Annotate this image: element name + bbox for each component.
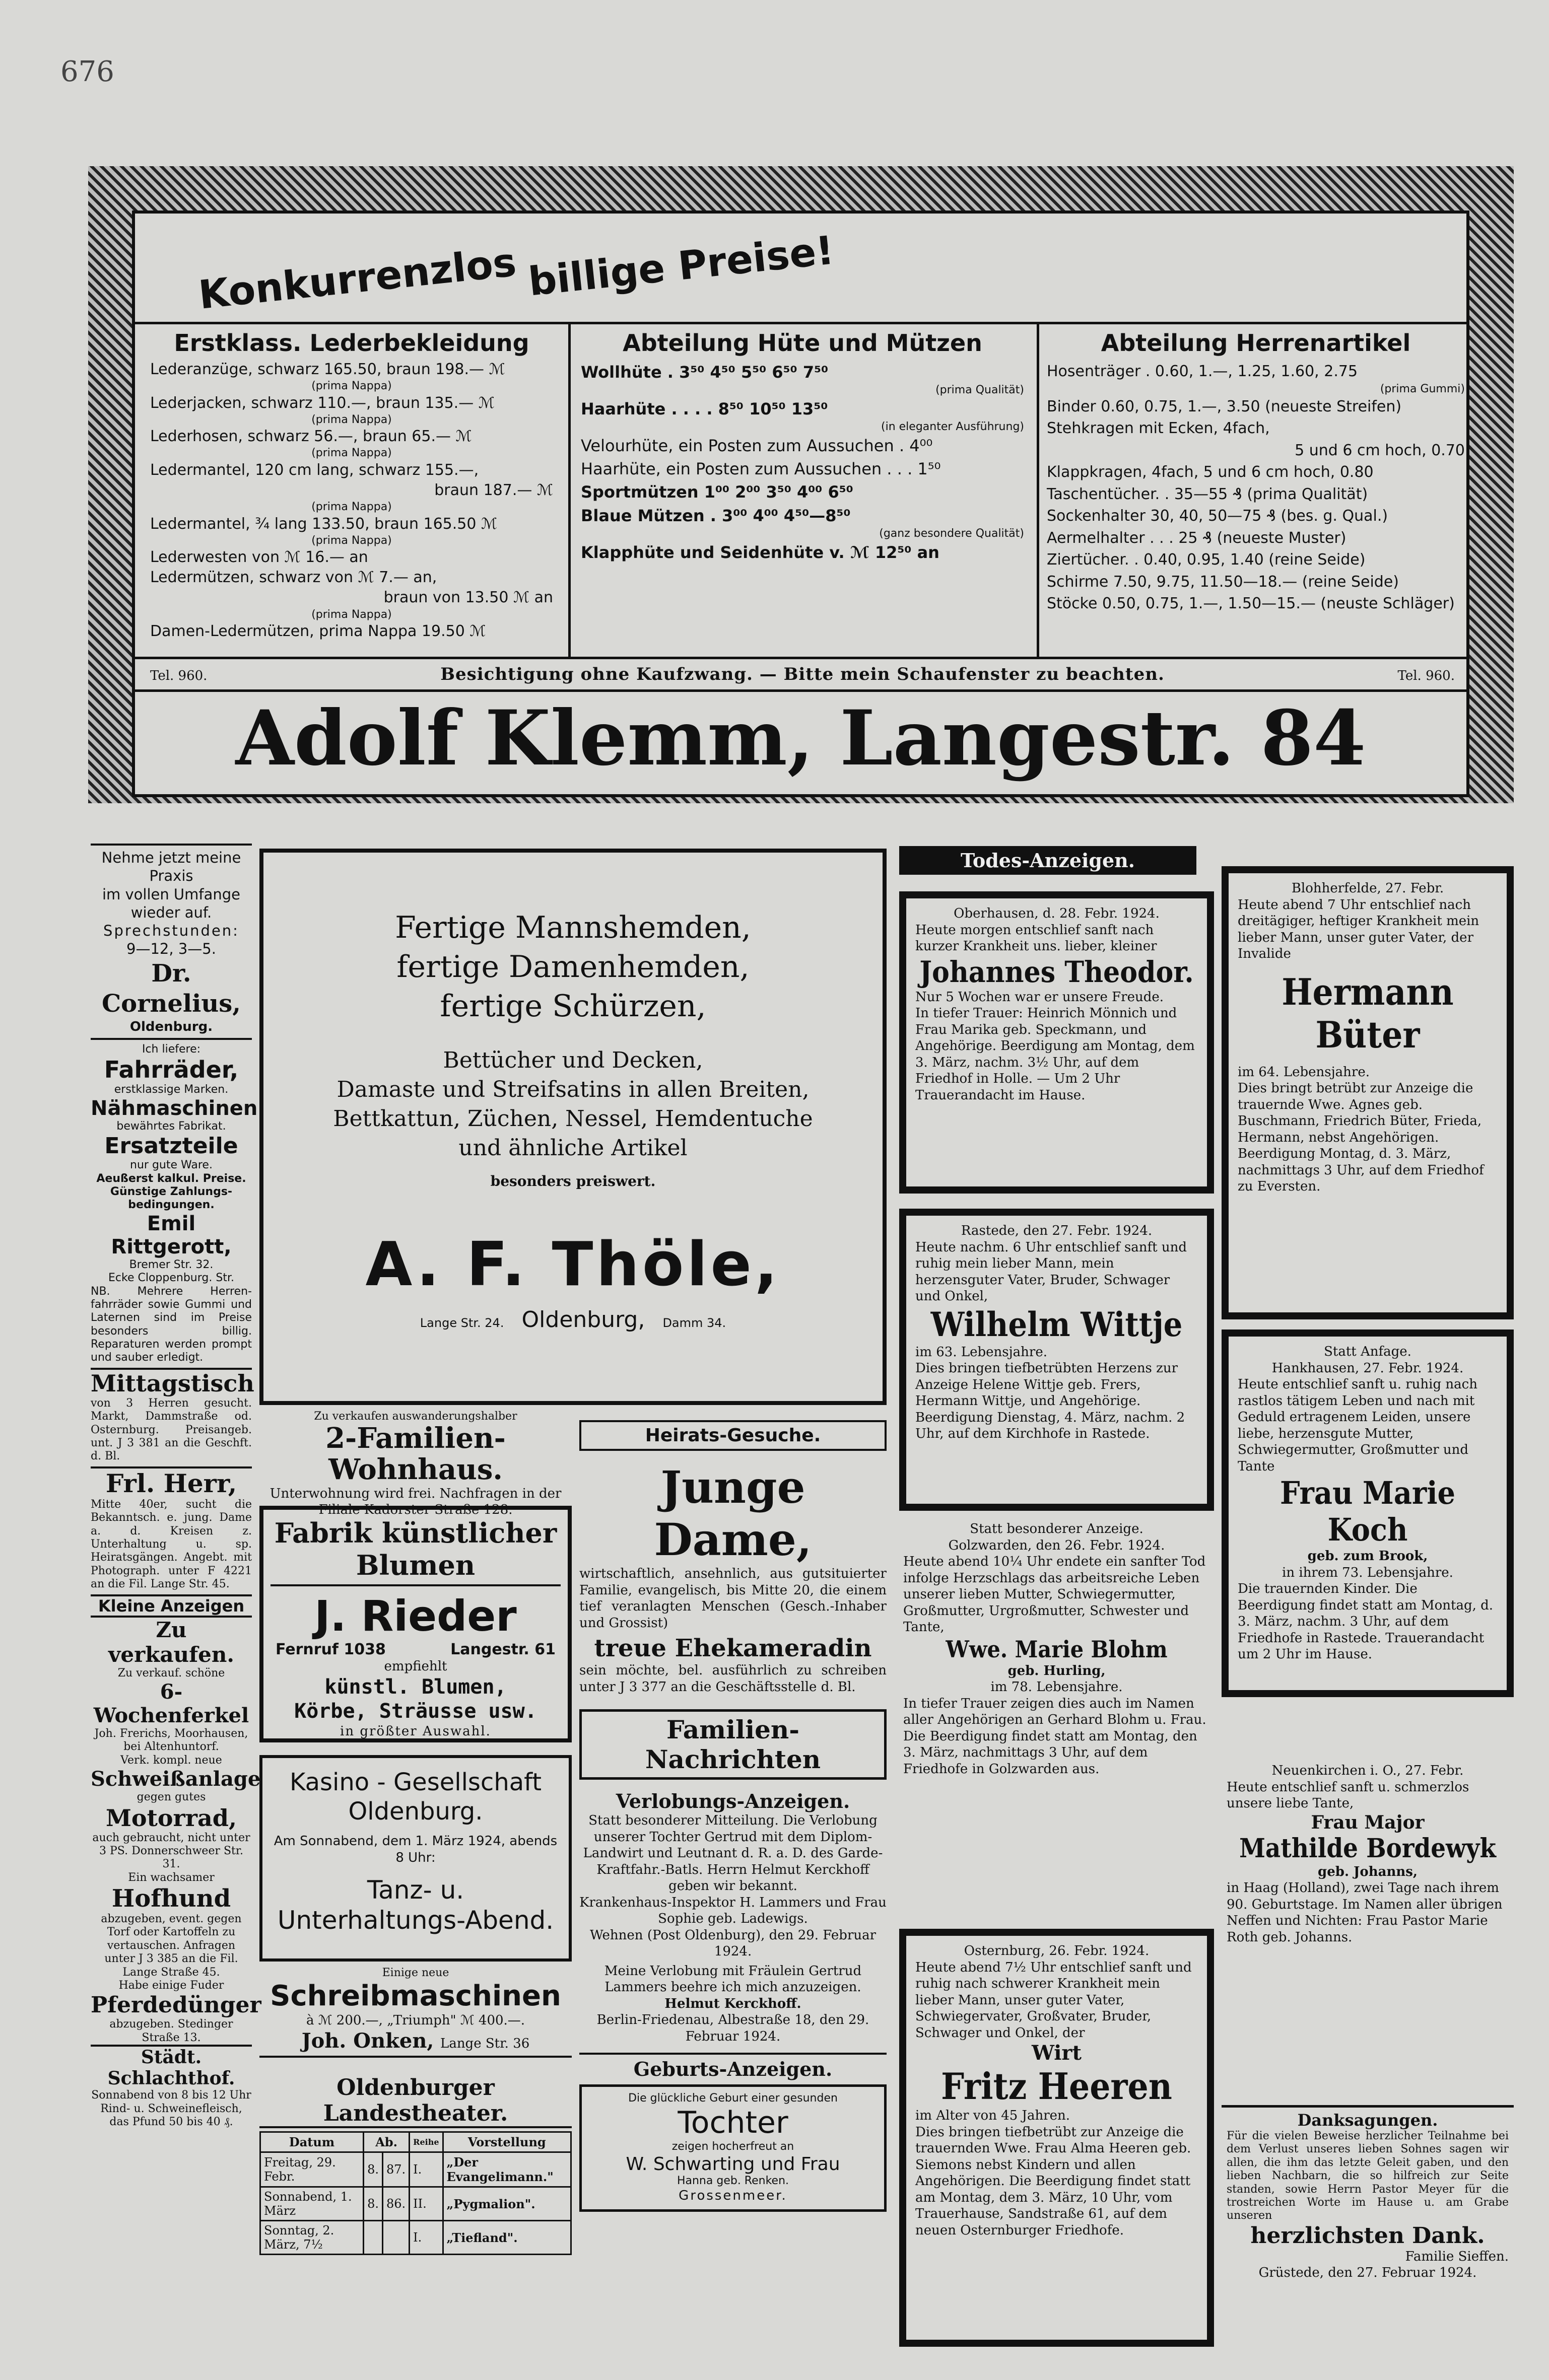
line: in größter Auswahl. <box>340 1723 491 1739</box>
line: Oldenburg, <box>521 1307 645 1333</box>
small-ads <box>91 1617 261 2129</box>
line: Städt. Schlachthof. <box>91 2045 252 2089</box>
line: Stöcke 0.50, 0.75, 1.—, 1.50—15.— (neuste Schläger) <box>1047 595 1455 613</box>
line: im 78. Lebensjahre. <box>990 1679 1123 1695</box>
parents-place: Wehnen (Post Oldenburg), den 29. Februar 1924. <box>589 1927 877 1959</box>
line: Rastede, den 27. Febr. 1924. <box>961 1223 1153 1238</box>
line: Haarhüte . . . . 8⁵⁰ 10⁵⁰ 13⁵⁰ <box>581 399 828 418</box>
line: Klappkragen, 4fach, 5 und 6 cm hoch, 0.80 <box>1047 463 1374 481</box>
line: Tochter <box>678 2105 788 2141</box>
heirat-title2: treue Ehekameradin <box>594 1634 872 1662</box>
dank-big: herzlichsten Dank. <box>1250 2222 1485 2249</box>
rieder-title: Fabrik künstlicher Blumen <box>271 1517 561 1586</box>
cell: II. <box>410 2187 443 2221</box>
line: Joh. Frerichs, Moorhausen, bei Altenhuntorf. <box>94 1727 248 1754</box>
kasino-event: Tanz- u. Unterhaltungs-Abend. <box>277 1875 554 1935</box>
cornelius-ad <box>91 849 252 1035</box>
line: Hosenträger . 0.60, 1.—, 1.25, 1.60, 2.75 <box>1047 363 1358 380</box>
death-notice-bueter <box>1222 866 1514 1319</box>
line: Zu verkaufen. <box>108 1617 235 1667</box>
line: im vollen Umfange <box>102 885 241 903</box>
line: Heute entschlief sanft u. schmerzlos unsere liebe Tante, <box>1227 1779 1469 1811</box>
line: Heute morgen entschlief sanft nach kurzer Krankheit uns. lieber, kleiner <box>915 922 1157 954</box>
death-notice-heeren <box>899 1929 1214 2347</box>
line: Ich liefere: <box>142 1043 201 1056</box>
verlobung-text: Statt besonderer Mitteilung. Die Verlobung unserer Tochter Gertrud mit dem Diplom-Landwirt und Leutnant d. R. a. D. des Garde-Kraftfahr.-Batls. Herrn Helmut Kerckhoff geben wir bekannt. <box>583 1813 883 1894</box>
line: Velourhüte, ein Posten zum Aussuchen . 4⁰⁰ <box>581 436 933 455</box>
line: Heute nachm. 6 Uhr entschlief sanft und ruhig mein lieber Mann, mein herzensguter Vater, Bruder, Schwager und Onkel, <box>915 1239 1187 1304</box>
theater-schedule <box>259 2075 572 2255</box>
line: im 63. Lebensjahre. <box>915 1344 1048 1360</box>
line: braun 187.— ℳ <box>434 481 553 499</box>
line: in ihrem 73. Lebensjahre. <box>1282 1565 1453 1580</box>
line: 6-Wochenferkel <box>93 1679 249 1727</box>
familie-title: Familien-Nachrichten <box>579 1709 887 1780</box>
left-column <box>91 844 261 2129</box>
table-row <box>260 2221 571 2255</box>
line: W. Schwarting und Frau <box>626 2153 840 2175</box>
line: Einige neue <box>382 1967 449 1979</box>
line: Nur 5 Wochen war er unsere Freude. <box>915 989 1164 1005</box>
line: Bettkattun, Züchen, Nessel, Hemdentuche <box>333 1106 813 1132</box>
line: Unterwohnung wird frei. Nachfragen in der Filiale Kadorster Straße 128. <box>270 1486 562 1518</box>
death-notice-koch <box>1222 1329 1514 1697</box>
cell: „Tiefland". <box>443 2221 571 2255</box>
line: Frau Major <box>1311 1811 1425 1833</box>
line: Günstige Zahlungs- <box>110 1185 233 1198</box>
rittgerott-ad <box>91 1038 258 1365</box>
line: Heute entschlief sanft u. ruhig nach rastlos tätigem Leben und nach mit Geduld ertragenem Leiden, unsere liebe, herzensgute Mutter, Schwiegermutter, Großmutter und Tante <box>1238 1377 1477 1474</box>
line: Oberhausen, d. 28. Febr. 1924. <box>954 906 1160 921</box>
klemm-ad <box>132 211 1469 797</box>
theater-table <box>259 2131 572 2255</box>
line: bewährtes Fabrikat. <box>116 1119 226 1133</box>
line: Blaue Mützen . 3⁰⁰ 4⁰⁰ 4⁵⁰—8⁵⁰ <box>581 506 851 525</box>
line: braun von 13.50 ℳ an <box>383 589 553 607</box>
line: (prima Nappa) <box>311 534 392 547</box>
line: (prima Qualität) <box>935 384 1024 397</box>
death-notice-bordewyk <box>1222 1763 1514 1945</box>
klemm-column-hats <box>581 329 1024 564</box>
cell: 87. <box>382 2152 409 2187</box>
cell <box>364 2221 383 2255</box>
onken-ad <box>259 1967 572 2058</box>
line: à ℳ 200.—, „Triumph" ℳ 400.—. <box>306 2013 525 2028</box>
table-header <box>260 2132 571 2152</box>
line: erstklassige Marken. <box>114 1083 229 1096</box>
line: Lederwesten von ℳ 16.— an <box>150 548 368 567</box>
line: von 3 Herren gesucht. Markt, Dammstraße od. Osternburg. Preisangeb. unt. J 3 381 an die Geschft. d. Bl. <box>91 1396 252 1463</box>
line: (prima Nappa) <box>311 380 392 393</box>
line: Dies bringen tiefbetrübten Herzens zur Anzeige Helene Wittje geb. Frers, Hermann Wittje, und Angehörige. Beerdigung Dienstag, 4. März, nachm. 2 Uhr, auf dem Kirchhofe in Rastede. <box>915 1361 1185 1441</box>
line: Hankhausen, 27. Febr. 1924. <box>1271 1360 1464 1376</box>
mittagstisch-ad <box>91 1368 252 1463</box>
line: nur gute Ware. <box>130 1159 213 1172</box>
line: Die glückliche Geburt einer gesunden <box>628 2092 838 2105</box>
line: 5 und 6 cm hoch, 0.70 <box>1295 441 1465 459</box>
deceased-name: Hermann Büter <box>1282 970 1454 1056</box>
line: im Alter von 45 Jahren. <box>915 2108 1070 2123</box>
thoele-ad <box>259 849 887 1405</box>
line: Habe einige Fuder <box>118 1979 224 1992</box>
line: 2-Familien-Wohnhaus. <box>325 1422 506 1486</box>
line: Mittagstisch <box>91 1369 254 1397</box>
line: Aeußerst kalkul. Preise. <box>96 1172 246 1185</box>
phone: Fernruf 1038 <box>276 1641 386 1658</box>
parents: Krankenhaus-Inspektor H. Lammers und Frau Sophie geb. Ladewigs. <box>579 1895 887 1926</box>
line: (prima Nappa) <box>311 501 392 514</box>
line: Lange Str. 24. <box>420 1316 504 1331</box>
line: Binder 0.60, 0.75, 1.—, 3.50 (neueste Streifen) <box>1047 397 1402 415</box>
tel-left: Tel. 960. <box>150 668 208 683</box>
line: Aermelhalter . . . 25 ₰ (neueste Muster) <box>1047 529 1346 547</box>
klemm-column-leather <box>150 329 553 642</box>
divider <box>135 322 1466 324</box>
line: Sockenhalter 30, 40, 50—75 ₰ (bes. g. Qual.) <box>1047 507 1388 525</box>
line: Nähmaschinen <box>91 1096 258 1120</box>
geburt-title: Geburts-Anzeigen. <box>579 2053 887 2080</box>
divider <box>568 322 571 657</box>
divider <box>135 657 1466 659</box>
column-lines <box>581 361 1024 564</box>
column-title: Erstklass. Lederbekleidung <box>174 329 529 357</box>
dank-text: Für die vielen Beweise herzlicher Teilnahme bei dem Verlust unseres lieben Sohnes sagen wir allen, die ihm das letzte Geleit gaben, und den lieben Nachbarn, die so hilfreich zur Seite standen, sowie Herrn Pastor Meyer für die trostreichen Worte im Hause u. am Grabe unseren <box>1227 2130 1509 2222</box>
price-note: besonders preiswert. <box>490 1173 656 1190</box>
line: Grossenmeer. <box>679 2188 787 2204</box>
divider <box>135 689 1466 692</box>
dank-place: Grüstede, den 27. Februar 1924. <box>1258 2265 1477 2281</box>
kleine-anzeigen-header <box>91 1594 252 1618</box>
death-notice-theodor <box>899 891 1214 1194</box>
cell: 86. <box>382 2187 409 2221</box>
notice: Besichtigung ohne Kaufzwang. — Bitte mein Schaufenster zu beachten. <box>440 664 1165 684</box>
line: In tiefer Trauer zeigen dies auch im Namen aller Angehörigen an Gerhard Blohm u. Frau. Die Beerdigung findet statt am Montag, den 3. März, nachmittags 3 Uhr, auf dem Friedhofe in Golzwarden aus. <box>903 1696 1206 1777</box>
response: Meine Verlobung mit Fräulein Gertrud Lammers beehre ich mich anzuzeigen. <box>604 1963 862 1995</box>
thoele-address <box>263 1307 883 1333</box>
line: Schweißanlage <box>91 1767 261 1791</box>
todes-header: Todes-Anzeigen. <box>899 846 1196 875</box>
dank-sign: Familie Sieffen. <box>1405 2249 1509 2264</box>
column-lines <box>1047 361 1465 615</box>
dank-title: Danksagungen. <box>1297 2111 1438 2130</box>
groom-place: Berlin-Friedenau, Albestraße 18, den 29. Februar 1924. <box>596 2012 869 2044</box>
line: geb. zum Brook, <box>1307 1549 1428 1564</box>
line: Dies bringen tiefbetrübt zur Anzeige die trauernden Wwe. Frau Alma Heeren geb. Siemons nebst Kindern und allen Angehörigen. Die Beerdigung findet statt am Montag, dem 3. März, 10 Uhr, vom Trauerhause, Sandstraße 61, auf dem neuen Osternburger Friedhofe. <box>915 2124 1191 2238</box>
line: bedingungen. <box>128 1199 215 1212</box>
line: In tiefer Trauer: Heinrich Mönnich und Frau Marika geb. Speckmann, und Angehörige. Beerdigung am Montag, dem 3. März, nachm. 3½ Uhr, auf dem Friedhof in Holle. — Um 2 Uhr Trauerandacht im Hause. <box>915 1006 1195 1103</box>
line: abzugeben, event. gegen Torf oder Kartoffeln zu vertauschen. Anfragen unter J 3 385 an die Fil. Lange Straße 45. <box>101 1913 242 1979</box>
deceased-name: Mathilde Bordewyk <box>1239 1833 1496 1864</box>
line: Frl. Herr, <box>105 1468 237 1498</box>
line: fertige Schürzen, <box>440 989 706 1024</box>
line: Wirt <box>1032 2041 1082 2065</box>
death-notice-blohm <box>899 1521 1214 1777</box>
line: Golzwarden, den 26. Febr. 1924. <box>948 1537 1165 1553</box>
divider <box>1037 322 1039 657</box>
cell: Freitag, 29. Febr. <box>260 2152 364 2187</box>
line: Damaste und Streifsatins in allen Breiten, <box>336 1077 810 1103</box>
line: Taschentücher. . 35—55 ₰ (prima Qualität) <box>1047 485 1368 503</box>
line: Ledermützen, schwarz von ℳ 7.— an, <box>150 569 437 587</box>
line: Mitte 40er, sucht die Bekanntsch. e. jung. Dame a. d. Kreisen z. Unterhaltung u. sp. Heiratsgängen. Angebt. mit Photograph. unter F 4221 an die Fil. Lange Str. 45. <box>91 1498 252 1591</box>
klemm-column-menswear <box>1047 329 1465 615</box>
line: Klapphüte und Seidenhüte v. ℳ 12⁵⁰ an <box>581 542 939 562</box>
page-number: 676 <box>60 55 114 88</box>
line: künstl. Blumen, <box>324 1675 507 1699</box>
rieder-name: J. Rieder <box>314 1591 517 1641</box>
wohnhaus-ad <box>259 1410 572 1518</box>
cornelius-name: Dr. Cornelius, <box>101 959 241 1018</box>
line: (prima Nappa) <box>311 447 392 460</box>
cell: „Der Evangelimann." <box>443 2152 571 2187</box>
line: Lederhosen, schwarz 56.—, braun 65.— ℳ <box>150 428 472 446</box>
line: Motorrad, <box>106 1804 237 1832</box>
street: Langestr. 61 <box>450 1641 556 1658</box>
header-cell: Reihe <box>410 2132 443 2152</box>
line: 9—12, 3—5. <box>126 940 216 958</box>
klemm-headline-1: Konkurrenzlos <box>196 240 519 318</box>
line: Sportmützen 1⁰⁰ 2⁰⁰ 3⁵⁰ 4⁰⁰ 6⁵⁰ <box>581 482 853 502</box>
line: (prima Gummi) <box>1380 382 1465 395</box>
thoele-name: A. F. Thöle, <box>365 1230 781 1300</box>
line: Blohherfelde, 27. Febr. <box>1291 881 1444 896</box>
line: NB. Mehrere Herren-fahrräder sowie Gummi und Laternen sind im Preise besonders billig. Reparaturen werden prompt und sauber erledigt. <box>91 1285 252 1364</box>
tel-right: Tel. 960. <box>1397 668 1455 683</box>
line: Ein wachsamer <box>128 1871 215 1884</box>
line: Damen-Ledermützen, prima Nappa 19.50 ℳ <box>150 622 486 641</box>
column-lines <box>150 360 553 642</box>
kasino-date: Am Sonnabend, dem 1. März 1924, abends 8 Uhr: <box>274 1834 558 1865</box>
line: Lederjacken, schwarz 110.—, braun 135.— ℳ <box>150 394 495 412</box>
line: Sonnabend von 8 bis 12 Uhr Rind- u. Schweinefleisch, das Pfund 50 bis 40 ₰. <box>91 2089 251 2128</box>
cell <box>382 2221 409 2255</box>
heirat-text2: sein möchte, bel. ausführlich zu schreiben unter J 3 377 an die Geschäftsstelle d. Bl. <box>579 1663 887 1695</box>
header-cell: Datum <box>260 2132 364 2152</box>
rieder-contact <box>271 1641 561 1658</box>
line: Neuenkirchen i. O., 27. Febr. <box>1271 1763 1464 1778</box>
fabrics-list <box>263 1046 883 1163</box>
line: empfiehlt <box>384 1659 447 1674</box>
line: Heute abend 7½ Uhr entschlief sanft und ruhig nach schwerer Krankheit mein lieber Mann, unser guter Vater, Schwiegervater, Großvater, Bruder, Schwager und Onkel, der <box>915 1959 1192 2041</box>
heirat-title: Junge Dame, <box>654 1461 812 1566</box>
heirat-header: Heirats-Gesuche. <box>579 1420 887 1451</box>
deceased-name: Fritz Heeren <box>941 2065 1172 2108</box>
line: Hofhund <box>111 1884 231 1913</box>
rieder-items <box>271 1675 561 1723</box>
line: Zu verkaufen auswanderungshalber <box>314 1410 517 1423</box>
line: abzugeben. Stedinger Straße 13. <box>109 2018 233 2044</box>
theater-title: Oldenburger Landestheater. <box>259 2075 572 2128</box>
line: Körbe, Sträusse usw. <box>294 1699 537 1723</box>
line: und ähnliche Artikel <box>458 1135 688 1161</box>
header-cell: Vorstellung <box>443 2132 571 2152</box>
line: Dies bringt betrübt zur Anzeige die trauernde Wwe. Agnes geb. Buschmann, Friedrich Büter, Frieda, Hermann, nebst Angehörigen. Beerdigung Montag, d. 3. März, nachmittags 3 Uhr, auf dem Friedhof zu Eversten. <box>1238 1081 1484 1194</box>
rittgerott-name: Emil Rittgerott, <box>111 1212 232 1258</box>
line: (prima Nappa) <box>311 608 392 621</box>
groom: Helmut Kerckhoff. <box>664 1996 801 2011</box>
heirat-text: wirtschaftlich, ansehnlich, aus gutsituierter Familie, evangelisch, bis Mitte 20, die einem tief veranlagten Menschen (Gesch.-Inhaber und Grossist) <box>579 1566 887 1631</box>
cell: Sonntag, 2. März, 7½ <box>260 2221 364 2255</box>
onken-address: Lange Str. 36 <box>440 2036 530 2051</box>
kasino-ad <box>259 1755 572 1962</box>
line: Praxis <box>149 867 193 885</box>
klemm-headline-2: billige Preise! <box>526 228 836 305</box>
line: Zu verkauf. schöne <box>117 1666 225 1679</box>
table-row <box>260 2152 571 2187</box>
line: Schirme 7.50, 9.75, 11.50—18.— (reine Seide) <box>1047 573 1399 591</box>
line: geb. Johanns, <box>1318 1864 1418 1879</box>
shirts-list <box>263 908 883 1026</box>
notice-row <box>150 664 1455 684</box>
line: Pferdedünger <box>91 1992 261 2018</box>
line: fertige Damenhemden, <box>396 949 750 985</box>
line: Bremer Str. 32. <box>129 1258 214 1271</box>
onken-title: Schreibmaschinen <box>270 1980 561 2013</box>
line: Osternburg, 26. Febr. 1924. <box>964 1943 1150 1958</box>
line: (prima Nappa) <box>311 413 392 426</box>
line: Ledermantel, 120 cm lang, schwarz 155.—, <box>150 461 479 479</box>
line: Heute abend 10¼ Uhr endete ein sanfter Tod infolge Herzschlags das arbeitsreiche Leben unserer lieben Mutter, Schwiegermutter, Großmutter, Urgroßmutter, Schwester und Tante, <box>903 1554 1206 1635</box>
line: Lederanzüge, schwarz 165.50, braun 198.— ℳ <box>150 361 505 378</box>
line: Oldenburg. <box>129 1019 213 1034</box>
deceased-name: Wilhelm Wittje <box>930 1304 1183 1344</box>
line: Damm 34. <box>662 1316 726 1331</box>
cell: „Pygmalion". <box>443 2187 571 2221</box>
cell: Sonnabend, 1. März <box>260 2187 364 2221</box>
deceased-name: Wwe. Marie Blohm <box>946 1635 1168 1663</box>
line: gegen gutes <box>137 1791 206 1804</box>
cell: 8. <box>364 2152 383 2187</box>
deceased-name: Frau Marie Koch <box>1280 1475 1455 1548</box>
line: Heute abend 7 Uhr entschlief nach dreitägiger, heftiger Krankheit mein lieber Mann, unser guter Vater, der Invalide <box>1238 897 1479 961</box>
line: in Haag (Holland), zwei Tage nach ihrem 90. Geburtstage. Im Namen aller übrigen Neffen und Nichten: Frau Pastor Marie Roth geb. Johanns. <box>1227 1880 1503 1945</box>
line: Fahrräder, <box>104 1056 239 1084</box>
cell: 8. <box>364 2187 383 2221</box>
column-title: Abteilung Hüte und Mützen <box>623 329 982 357</box>
line: Ledermantel, ¾ lang 133.50, braun 165.50 ℳ <box>150 515 498 533</box>
line: Ecke Cloppenburg. Str. <box>108 1272 234 1285</box>
line: Kleine Anzeigen <box>98 1596 245 1616</box>
line: Bettücher und Decken, <box>443 1047 703 1073</box>
line: Stehkragen mit Ecken, 4fach, <box>1047 419 1270 438</box>
header-cell: Ab. <box>364 2132 410 2152</box>
line: auch gebraucht, nicht unter 3 PS. Donnerschweer Str. 31. <box>92 1831 250 1871</box>
line: Fertige Mannshemden, <box>395 910 751 945</box>
line: Die trauernden Kinder. Die Beerdigung findet statt am Montag, d. 3. März, nachm. 3 Uhr, auf dem Friedhofe in Rastede. Trauerandacht um 2 Uhr im Hause. <box>1238 1581 1494 1662</box>
line: Verk. kompl. neue <box>120 1754 222 1767</box>
line: (ganz besondere Qualität) <box>879 527 1024 540</box>
marriage-column <box>579 1420 887 2212</box>
geburt-box <box>579 2084 887 2212</box>
frl-herr-ad <box>91 1466 252 1591</box>
rieder-ad <box>259 1506 572 1742</box>
line: Ziertücher. . 0.40, 0.95, 1.40 (reine Seide) <box>1047 551 1366 569</box>
kasino-title: Kasino - Gesellschaft Oldenburg. <box>289 1768 542 1826</box>
klemm-name: Adolf Klemm, Langestr. 84 <box>235 694 1366 783</box>
line: Wollhüte . 3⁵⁰ 4⁵⁰ 5⁵⁰ 6⁵⁰ 7⁵⁰ <box>581 363 829 382</box>
line: geb. Hurling, <box>1007 1663 1106 1678</box>
onken-name: Joh. Onken, <box>301 2028 434 2053</box>
line: Sprechstunden: <box>103 922 239 939</box>
line: zeigen hocherfreut an <box>671 2140 794 2153</box>
line: Hanna geb. Renken. <box>677 2174 789 2187</box>
line: Statt Anfage. <box>1324 1344 1411 1359</box>
death-notice-wittje <box>899 1209 1214 1511</box>
line: Statt besonderer Anzeige. <box>970 1521 1143 1536</box>
line: Nehme jetzt meine <box>101 849 241 866</box>
danksagung <box>1222 2105 1514 2284</box>
deceased-name: Johannes Theodor. <box>919 954 1194 989</box>
cell: I. <box>410 2152 443 2187</box>
verlobung-title: Verlobungs-Anzeigen. <box>616 1790 850 1812</box>
column-title: Abteilung Herrenartikel <box>1101 329 1411 357</box>
line: im 64. Lebensjahre. <box>1238 1064 1370 1080</box>
table-row <box>260 2187 571 2221</box>
line: Ersatzteile <box>104 1133 238 1159</box>
cell: I. <box>410 2221 443 2255</box>
line: wieder auf. <box>130 903 212 921</box>
line: Haarhüte, ein Posten zum Aussuchen . . . 1⁵⁰ <box>581 459 941 478</box>
line: (in eleganter Ausführung) <box>881 421 1024 434</box>
